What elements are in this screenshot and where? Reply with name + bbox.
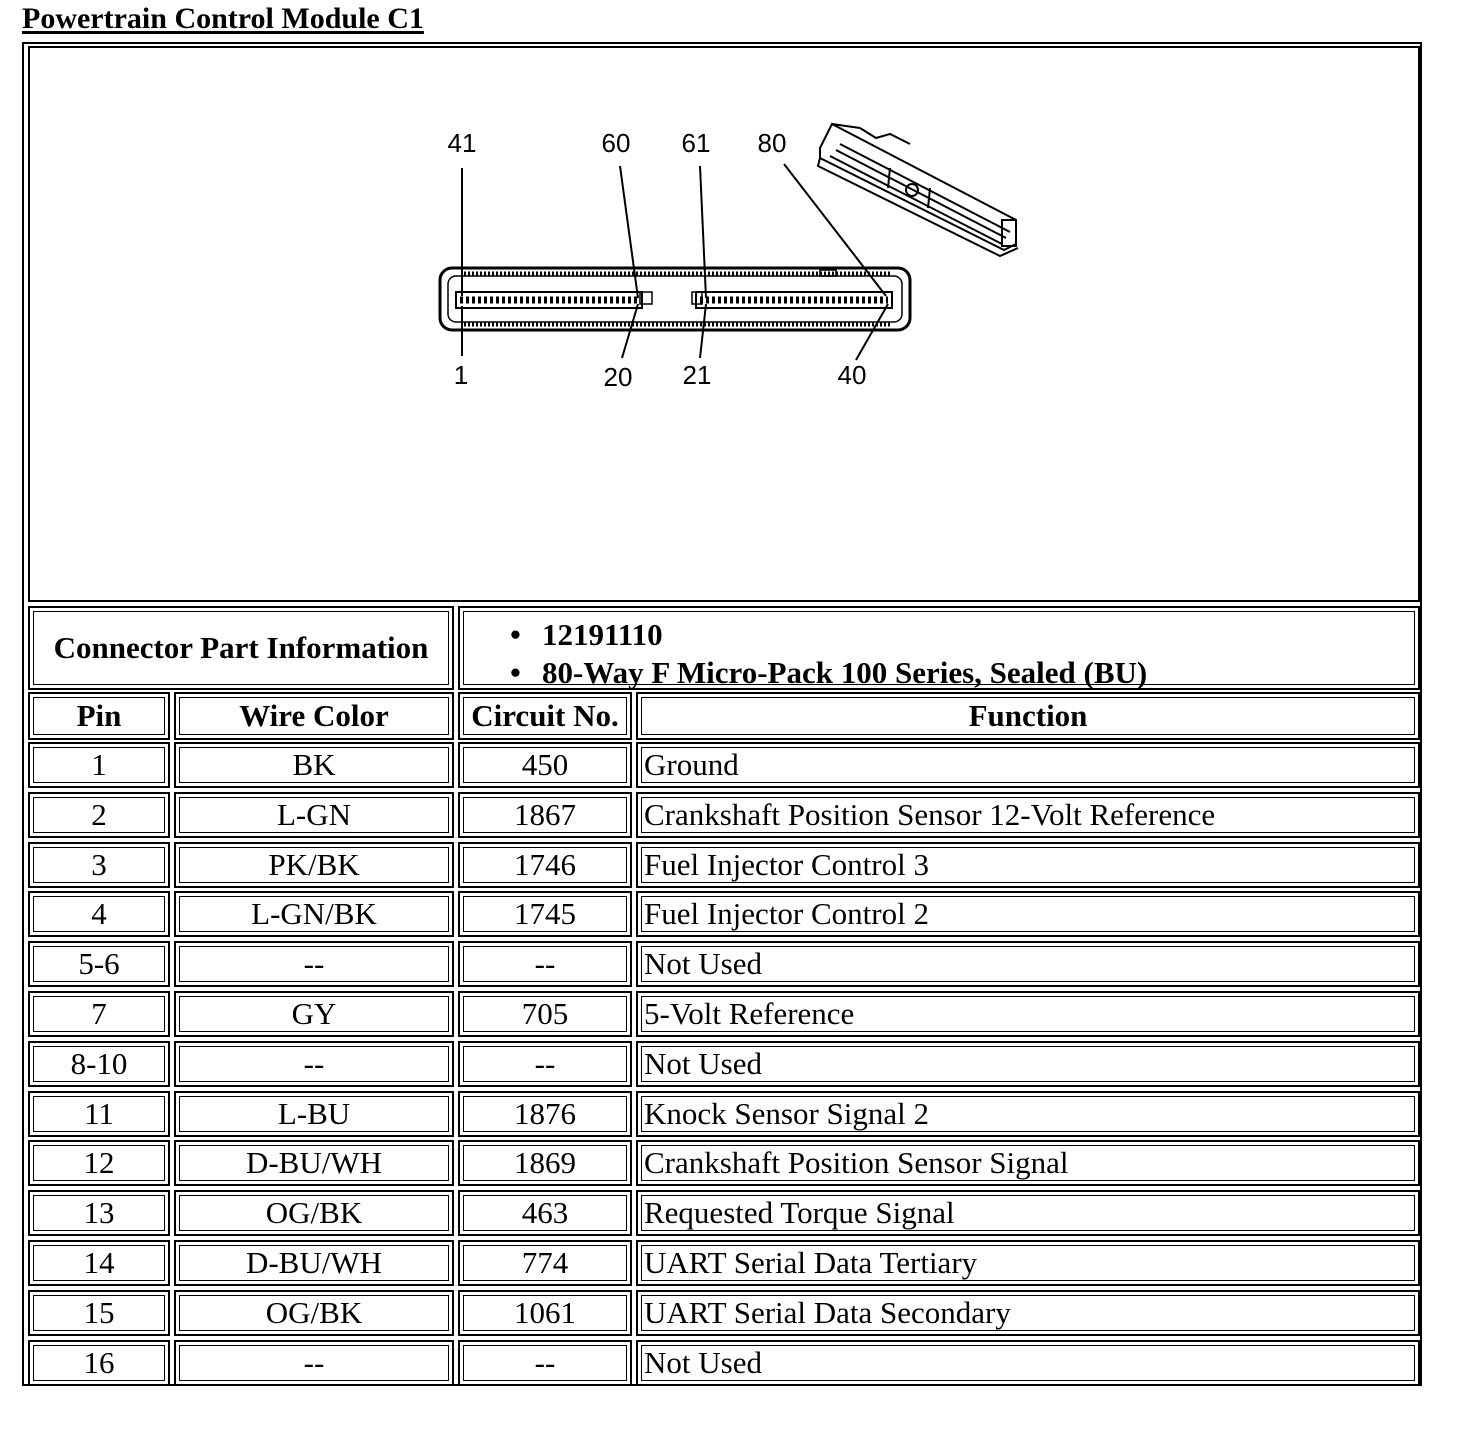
table-cell-function <box>636 1041 1420 1087</box>
cell-text: 1745 <box>514 896 576 931</box>
table-cell-function <box>636 842 1420 888</box>
cell-text: 8-10 <box>70 1046 128 1081</box>
cell-text: 1061 <box>514 1295 576 1330</box>
table-cell-pin <box>28 1290 170 1336</box>
cell-text: Not Used <box>644 1345 762 1380</box>
cell-text: 15 <box>83 1295 115 1330</box>
header-function-label: Function <box>968 698 1088 733</box>
page-title: Powertrain Control Module C1 <box>22 2 424 35</box>
table-cell-function <box>636 1091 1420 1137</box>
cell-text: OG/BK <box>265 1295 363 1330</box>
cell-text: -- <box>534 1046 556 1081</box>
table-cell-pin <box>28 742 170 788</box>
cell-text: PK/BK <box>268 847 360 882</box>
cell-text: UART Serial Data Tertiary <box>644 1245 978 1280</box>
cell-text: -- <box>534 1345 556 1380</box>
cell-text: Fuel Injector Control 2 <box>644 896 929 931</box>
header-function <box>636 692 1420 740</box>
table-cell-wire-color <box>174 941 454 987</box>
table-cell-wire-color <box>174 1190 454 1236</box>
table-cell-circuit <box>458 1240 632 1286</box>
table-cell-pin <box>28 1240 170 1286</box>
cell-text: 12 <box>83 1145 115 1180</box>
header-wire-color-label: Wire Color <box>239 698 389 733</box>
pin-label-20: 20 <box>603 362 633 392</box>
table-cell-function <box>636 1140 1420 1186</box>
table-cell-pin <box>28 1340 170 1386</box>
header-circuit-label: Circuit No. <box>471 698 619 733</box>
cell-text: Not Used <box>644 946 762 981</box>
cell-text: Not Used <box>644 1046 762 1081</box>
table-cell-circuit <box>458 1140 632 1186</box>
cell-text: BK <box>292 747 336 782</box>
header-pin <box>28 692 170 740</box>
cell-text: D-BU/WH <box>245 1145 383 1180</box>
header-pin-label: Pin <box>76 698 122 733</box>
cell-text: 450 <box>521 747 569 782</box>
cell-text: Ground <box>644 747 739 782</box>
cell-text: 13 <box>83 1195 115 1230</box>
pin-label-1: 1 <box>453 360 469 390</box>
table-cell-pin <box>28 991 170 1037</box>
cell-text: L-GN <box>276 797 352 832</box>
cell-text: L-GN/BK <box>251 896 377 931</box>
table-cell-pin <box>28 1140 170 1186</box>
cell-text: 14 <box>83 1245 115 1280</box>
table-cell-pin <box>28 941 170 987</box>
part-info-item: • 80-Way F Micro-Pack 100 Series, Sealed (BU) <box>510 655 1148 690</box>
cell-text: 1867 <box>514 797 576 832</box>
pin-label-80: 80 <box>757 128 787 158</box>
part-info-label: Connector Part Information <box>53 630 429 665</box>
pin-label-41: 41 <box>447 128 477 158</box>
header-circuit <box>458 692 632 740</box>
table-cell-function <box>636 991 1420 1037</box>
table-cell-circuit <box>458 742 632 788</box>
table-cell-function <box>636 742 1420 788</box>
table-cell-wire-color <box>174 1290 454 1336</box>
table-cell-circuit <box>458 1340 632 1386</box>
cell-text: Knock Sensor Signal 2 <box>644 1096 930 1131</box>
table-cell-circuit <box>458 1091 632 1137</box>
table-cell-pin <box>28 1041 170 1087</box>
pin-label-60: 60 <box>601 128 631 158</box>
cell-text: 2 <box>91 797 107 832</box>
header-wire-color <box>174 692 454 740</box>
cell-text: 5-6 <box>78 946 120 981</box>
connector-drawing <box>30 48 1418 600</box>
table-cell-function <box>636 941 1420 987</box>
pin-label-40: 40 <box>837 360 867 390</box>
table-cell-circuit <box>458 792 632 838</box>
cell-text: 1746 <box>514 847 576 882</box>
connector-diagram <box>28 46 1420 602</box>
part-info-list <box>510 616 1147 692</box>
table-cell-wire-color <box>174 792 454 838</box>
cell-text: 5-Volt Reference <box>644 996 855 1031</box>
table-cell-wire-color <box>174 991 454 1037</box>
table-cell-wire-color <box>174 1240 454 1286</box>
cell-text: -- <box>534 946 556 981</box>
table-cell-circuit <box>458 941 632 987</box>
table-cell-circuit <box>458 1190 632 1236</box>
table-cell-wire-color <box>174 842 454 888</box>
table-cell-wire-color <box>174 1140 454 1186</box>
table-cell-function <box>636 1240 1420 1286</box>
cell-text: -- <box>303 1345 325 1380</box>
cell-text: Crankshaft Position Sensor 12-Volt Reference <box>644 797 1216 832</box>
table-cell-wire-color <box>174 1340 454 1386</box>
cell-text: Crankshaft Position Sensor Signal <box>644 1145 1069 1180</box>
table-cell-wire-color <box>174 1091 454 1137</box>
cell-text: 1869 <box>514 1145 576 1180</box>
cell-text: 11 <box>84 1096 114 1131</box>
pin-label-61: 61 <box>681 128 711 158</box>
cell-text: -- <box>303 1046 325 1081</box>
cell-text: Requested Torque Signal <box>644 1195 955 1230</box>
table-cell-circuit <box>458 891 632 937</box>
connector-body <box>440 268 910 330</box>
table-cell-circuit <box>458 991 632 1037</box>
table-cell-circuit <box>458 842 632 888</box>
table-cell-function <box>636 1340 1420 1386</box>
table-cell-circuit <box>458 1041 632 1087</box>
cell-text: 16 <box>83 1345 115 1380</box>
cell-text: L-BU <box>277 1096 351 1131</box>
cell-text: 774 <box>521 1245 569 1280</box>
cell-text: GY <box>291 996 337 1031</box>
cell-text: 1876 <box>514 1096 576 1131</box>
table-cell-pin <box>28 1190 170 1236</box>
pin-label-21: 21 <box>682 360 712 390</box>
cell-text: 705 <box>521 996 569 1031</box>
part-info-label-cell <box>28 606 454 690</box>
table-cell-function <box>636 891 1420 937</box>
table-cell-pin <box>28 842 170 888</box>
cell-text: 1 <box>91 747 107 782</box>
table-cell-circuit <box>458 1290 632 1336</box>
cell-text: 4 <box>91 896 107 931</box>
table-cell-function <box>636 792 1420 838</box>
table-cell-wire-color <box>174 891 454 937</box>
table-cell-pin <box>28 792 170 838</box>
table-cell-pin <box>28 891 170 937</box>
table-cell-function <box>636 1190 1420 1236</box>
table-cell-wire-color <box>174 1041 454 1087</box>
part-info-item: • 12191110 <box>510 617 663 652</box>
part-info-value-cell <box>458 606 1420 690</box>
table-cell-function <box>636 1290 1420 1336</box>
cell-text: 463 <box>521 1195 569 1230</box>
cell-text: 7 <box>91 996 107 1031</box>
cell-text: 3 <box>91 847 107 882</box>
connector-side-view <box>818 124 1018 256</box>
cell-text: -- <box>303 946 325 981</box>
cell-text: Fuel Injector Control 3 <box>644 847 929 882</box>
cell-text: OG/BK <box>265 1195 363 1230</box>
cell-text: D-BU/WH <box>245 1245 383 1280</box>
table-cell-pin <box>28 1091 170 1137</box>
table-cell-wire-color <box>174 742 454 788</box>
cell-text: UART Serial Data Secondary <box>644 1295 1011 1330</box>
